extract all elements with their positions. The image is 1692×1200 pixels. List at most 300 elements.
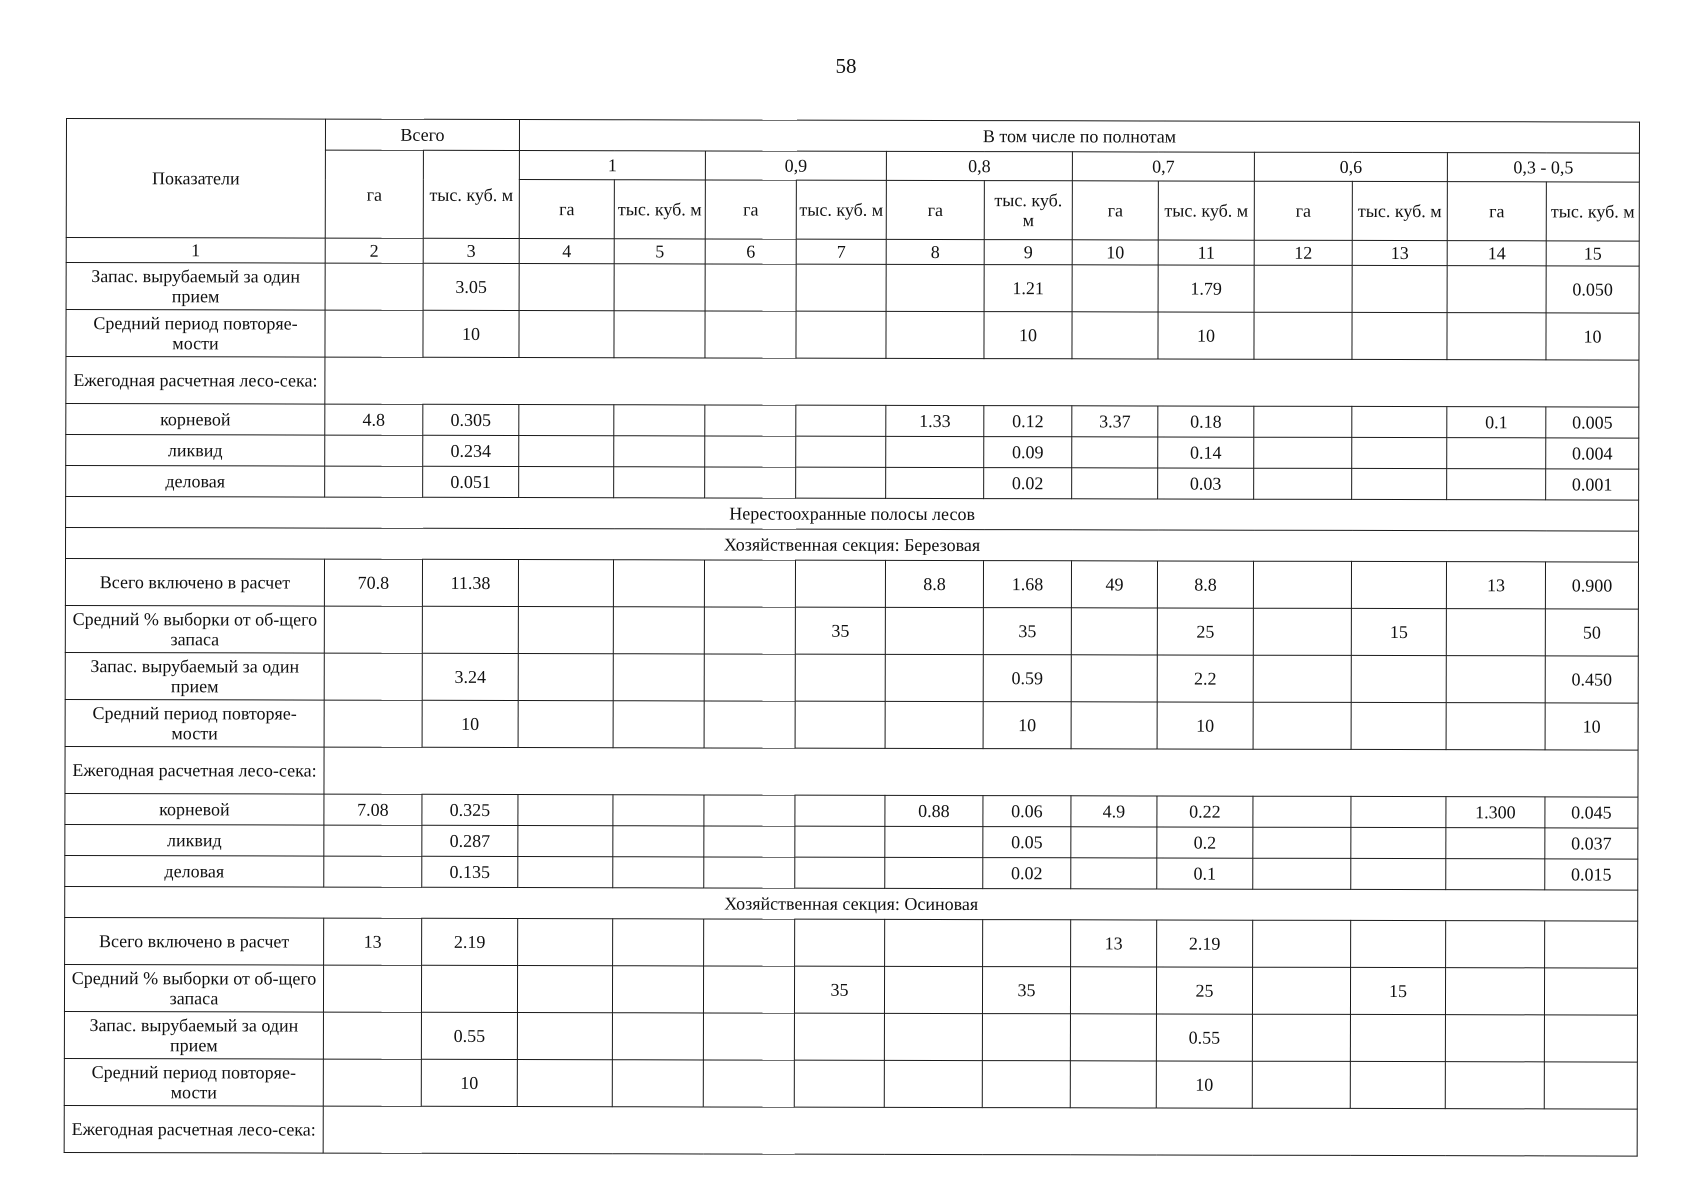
table-cell bbox=[518, 826, 613, 857]
row-label: деловая bbox=[65, 855, 324, 887]
table-cell bbox=[886, 467, 984, 498]
column-number: 12 bbox=[1254, 240, 1352, 265]
section-row bbox=[66, 528, 1639, 563]
table-cell: 0.005 bbox=[1546, 407, 1639, 438]
header-unit-cell: тыс. куб. м bbox=[1546, 182, 1639, 241]
table-cell: 11.38 bbox=[422, 559, 518, 606]
column-number: 5 bbox=[614, 239, 705, 264]
header-indicators: Показатели bbox=[66, 119, 325, 239]
empty-cell bbox=[323, 1106, 1637, 1156]
row-label: ликвид bbox=[65, 824, 324, 856]
table-cell bbox=[612, 1060, 703, 1107]
table-cell: 0.900 bbox=[1545, 562, 1638, 609]
table-cell bbox=[794, 1060, 884, 1107]
table-cell bbox=[796, 405, 886, 436]
header-unit-cell: тыс. куб. м bbox=[614, 180, 705, 239]
header-unit-cell: га bbox=[519, 180, 614, 239]
table-cell bbox=[795, 560, 885, 607]
table-cell bbox=[1447, 469, 1546, 500]
table-cell: 0.045 bbox=[1545, 797, 1638, 828]
table-cell bbox=[519, 311, 614, 358]
section-title: Хозяйственная секция: Березовая bbox=[66, 528, 1639, 563]
table-cell bbox=[612, 966, 703, 1013]
table-cell: 0.1 bbox=[1447, 407, 1546, 438]
column-number: 15 bbox=[1546, 241, 1639, 266]
table-cell bbox=[1446, 859, 1545, 890]
table-cell bbox=[519, 436, 614, 467]
table-row bbox=[64, 1058, 1637, 1109]
table-cell: 35 bbox=[794, 966, 884, 1013]
table-cell bbox=[795, 857, 885, 888]
table-cell: 13 bbox=[1071, 920, 1157, 967]
table-cell bbox=[794, 1013, 884, 1060]
table-cell bbox=[1352, 265, 1447, 312]
column-number: 7 bbox=[796, 239, 886, 264]
table-cell bbox=[795, 701, 885, 748]
table-cell: 15 bbox=[1351, 608, 1446, 655]
table-cell bbox=[1072, 437, 1158, 468]
table-cell: 25 bbox=[1157, 608, 1253, 655]
table-cell bbox=[886, 264, 984, 311]
table-cell bbox=[1253, 920, 1351, 967]
table-cell bbox=[885, 701, 983, 748]
header-density-0-7: 0,7 bbox=[1072, 152, 1254, 181]
table-cell: 0.037 bbox=[1545, 828, 1638, 859]
table-cell bbox=[1254, 406, 1352, 437]
table-cell bbox=[325, 310, 423, 357]
table-cell: 2.2 bbox=[1157, 655, 1253, 702]
table-cell bbox=[884, 1013, 982, 1060]
table-cell: 0.135 bbox=[422, 856, 518, 887]
table-cell bbox=[517, 1060, 612, 1107]
table-cell bbox=[705, 436, 796, 467]
table-cell: 35 bbox=[983, 608, 1071, 655]
table-row bbox=[66, 435, 1639, 470]
table-cell bbox=[796, 436, 886, 467]
table-row bbox=[65, 605, 1638, 656]
table-cell bbox=[704, 560, 795, 607]
table-cell bbox=[324, 856, 422, 887]
header-unit-cell: тыс. куб. м bbox=[1158, 181, 1254, 240]
table-cell: 0.450 bbox=[1545, 656, 1638, 703]
table-cell bbox=[324, 653, 422, 700]
header-unit-cell: тыс. куб. м bbox=[796, 180, 886, 239]
table-cell bbox=[1254, 265, 1352, 312]
table-cell bbox=[704, 701, 795, 748]
table-row bbox=[65, 793, 1638, 828]
table-cell bbox=[519, 467, 614, 498]
table-cell bbox=[612, 1013, 703, 1060]
table-cell: 13 bbox=[1446, 562, 1545, 609]
column-number: 4 bbox=[519, 239, 614, 264]
table-cell: 0.1 bbox=[1157, 858, 1253, 889]
table-cell bbox=[705, 467, 796, 498]
table-cell bbox=[1445, 1015, 1544, 1062]
table-cell: 0.325 bbox=[422, 794, 518, 825]
table-cell bbox=[1070, 1061, 1156, 1108]
column-number: 13 bbox=[1352, 240, 1447, 265]
table-row bbox=[64, 964, 1637, 1015]
table-cell: 0.55 bbox=[1156, 1014, 1252, 1061]
table-cell bbox=[1351, 702, 1446, 749]
table-cell bbox=[1352, 468, 1447, 499]
table-cell: 0.05 bbox=[983, 827, 1071, 858]
table-row bbox=[66, 404, 1639, 439]
row-label: Всего включено в расчет bbox=[65, 559, 324, 607]
table-cell bbox=[1072, 265, 1158, 312]
table-cell: 3.37 bbox=[1072, 406, 1158, 437]
row-label: Запас. вырубаемый за один прием bbox=[66, 263, 325, 311]
table-cell bbox=[422, 606, 518, 653]
table-cell: 10 bbox=[421, 1059, 517, 1106]
column-number: 2 bbox=[325, 238, 423, 263]
table-cell: 1.68 bbox=[983, 561, 1071, 608]
table-cell bbox=[1254, 468, 1352, 499]
table-cell bbox=[982, 1061, 1070, 1108]
table-cell bbox=[613, 701, 704, 748]
table-cell bbox=[613, 826, 704, 857]
table-cell bbox=[614, 436, 705, 467]
table-cell bbox=[704, 654, 795, 701]
table-cell bbox=[1350, 1061, 1445, 1108]
table-cell: 1.300 bbox=[1446, 797, 1545, 828]
header-density-0-9: 0,9 bbox=[705, 151, 886, 180]
column-number: 3 bbox=[423, 238, 519, 263]
table-cell bbox=[325, 263, 423, 310]
table-cell: 7.08 bbox=[324, 794, 422, 825]
table-cell: 0.55 bbox=[421, 1012, 517, 1059]
table-cell bbox=[325, 435, 423, 466]
header-unit-cell: га bbox=[1447, 182, 1546, 241]
table-cell: 0.14 bbox=[1158, 437, 1254, 468]
group-label-row bbox=[65, 746, 1638, 797]
row-label: Средний период повторяе-мости bbox=[66, 310, 325, 358]
table-cell bbox=[795, 795, 885, 826]
table-cell bbox=[885, 826, 983, 857]
table-cell: 8.8 bbox=[1157, 561, 1253, 608]
table-cell: 0.22 bbox=[1157, 796, 1253, 827]
table-cell bbox=[982, 1014, 1070, 1061]
table-cell bbox=[886, 311, 984, 358]
table-cell: 1.21 bbox=[984, 265, 1072, 312]
table-cell bbox=[1544, 1062, 1637, 1109]
table-cell: 0.004 bbox=[1546, 438, 1639, 469]
table-cell bbox=[704, 826, 795, 857]
table-cell bbox=[1350, 1014, 1445, 1061]
table-cell: 10 bbox=[1545, 703, 1638, 750]
table-cell: 0.2 bbox=[1157, 827, 1253, 858]
table-cell bbox=[1352, 437, 1447, 468]
table-cell bbox=[1445, 968, 1544, 1015]
table-cell bbox=[518, 919, 613, 966]
row-label: корневой bbox=[66, 404, 325, 436]
table-cell bbox=[324, 700, 422, 747]
table-cell bbox=[796, 467, 886, 498]
table-cell bbox=[1545, 921, 1638, 968]
table-cell bbox=[1070, 967, 1156, 1014]
table-row bbox=[64, 1011, 1637, 1062]
table-cell: 0.88 bbox=[885, 795, 983, 826]
row-label: Ежегодная расчетная лесо-сека: bbox=[65, 746, 324, 794]
table-cell bbox=[614, 467, 705, 498]
row-label: деловая bbox=[66, 466, 325, 498]
table-cell: 10 bbox=[984, 312, 1072, 359]
table-cell: 0.015 bbox=[1545, 859, 1638, 890]
table-cell: 0.09 bbox=[984, 437, 1072, 468]
table-cell bbox=[704, 795, 795, 826]
table-cell: 70.8 bbox=[324, 559, 422, 606]
table-cell bbox=[613, 795, 704, 826]
table-cell: 10 bbox=[1156, 1061, 1252, 1108]
row-label: Всего включено в расчет bbox=[65, 917, 324, 965]
table-row bbox=[66, 466, 1639, 501]
table-cell bbox=[1072, 468, 1158, 499]
header-unit-cell: га bbox=[1254, 181, 1352, 240]
table-cell: 49 bbox=[1071, 561, 1157, 608]
table-cell: 10 bbox=[1157, 702, 1253, 749]
table-cell: 25 bbox=[1156, 967, 1252, 1014]
table-cell: 2.19 bbox=[422, 918, 518, 965]
row-label: Запас. вырубаемый за один прием bbox=[65, 652, 324, 700]
table-cell: 10 bbox=[983, 702, 1071, 749]
table-cell bbox=[323, 965, 421, 1012]
table-cell bbox=[518, 560, 613, 607]
table-cell bbox=[1252, 1014, 1350, 1061]
table-cell: 0.18 bbox=[1158, 406, 1254, 437]
table-cell bbox=[703, 1013, 794, 1060]
table-cell bbox=[1254, 437, 1352, 468]
header-total-ha: га bbox=[325, 150, 423, 238]
column-number: 14 bbox=[1447, 241, 1546, 266]
column-number: 1 bbox=[66, 238, 325, 264]
table-cell bbox=[517, 966, 612, 1013]
table-cell bbox=[421, 965, 517, 1012]
table-cell bbox=[1253, 561, 1351, 608]
table-cell bbox=[1447, 266, 1546, 313]
table-cell bbox=[1253, 655, 1351, 702]
table-cell: 10 bbox=[1158, 312, 1254, 359]
table-row bbox=[66, 263, 1639, 314]
header-unit-cell: га bbox=[886, 180, 984, 239]
row-label: Средний % выборки от об-щего запаса bbox=[64, 964, 323, 1012]
table-cell: 0.305 bbox=[423, 404, 519, 435]
row-label: Средний период повторяе-мости bbox=[65, 699, 324, 747]
table-cell: 8.8 bbox=[885, 560, 983, 607]
table-cell bbox=[885, 607, 983, 654]
table-cell bbox=[519, 264, 614, 311]
table-cell: 35 bbox=[982, 967, 1070, 1014]
table-cell: 0.001 bbox=[1546, 469, 1639, 500]
table-cell bbox=[614, 405, 705, 436]
table-cell: 15 bbox=[1350, 967, 1445, 1014]
table-row bbox=[65, 855, 1638, 890]
table-cell bbox=[1446, 921, 1545, 968]
table-container bbox=[64, 118, 1640, 1157]
table-cell: 3.05 bbox=[423, 263, 519, 310]
row-label: ликвид bbox=[66, 435, 325, 467]
table-cell bbox=[613, 607, 704, 654]
row-label: корневой bbox=[65, 793, 324, 825]
table-cell bbox=[519, 405, 614, 436]
empty-cell bbox=[325, 357, 1639, 407]
table-cell: 4.9 bbox=[1071, 796, 1157, 827]
table-cell: 0.02 bbox=[984, 468, 1072, 499]
table-cell bbox=[1446, 656, 1545, 703]
table-cell bbox=[1253, 858, 1351, 889]
header-by-density: В том числе по полнотам bbox=[519, 120, 1639, 154]
table-cell bbox=[517, 1013, 612, 1060]
header-total: Всего bbox=[325, 119, 519, 150]
table-cell bbox=[884, 1060, 982, 1107]
table-cell: 0.06 bbox=[983, 796, 1071, 827]
table-cell: 0.234 bbox=[423, 435, 519, 466]
row-label: Средний % выборки от об-щего запаса bbox=[65, 605, 324, 653]
table-cell bbox=[518, 701, 613, 748]
table-cell bbox=[885, 919, 983, 966]
table-cell bbox=[1445, 1062, 1544, 1109]
table-cell bbox=[705, 405, 796, 436]
table-cell: 0.12 bbox=[984, 406, 1072, 437]
table-cell bbox=[1253, 702, 1351, 749]
table-row bbox=[65, 824, 1638, 859]
row-label: Ежегодная расчетная лесо-сека: bbox=[64, 1105, 323, 1153]
table-cell: 0.051 bbox=[423, 466, 519, 497]
table-cell: 0.02 bbox=[983, 858, 1071, 889]
header-density-0-3-0-5: 0,3 - 0,5 bbox=[1447, 153, 1639, 182]
table-cell bbox=[983, 920, 1071, 967]
table-cell bbox=[518, 607, 613, 654]
table-cell bbox=[1447, 313, 1546, 360]
table-cell bbox=[1253, 796, 1351, 827]
table-row bbox=[65, 699, 1638, 750]
row-label: Средний период повторяе-мости bbox=[64, 1058, 323, 1106]
header-density-1: 1 bbox=[519, 151, 705, 180]
table-cell bbox=[1071, 608, 1157, 655]
column-number: 11 bbox=[1158, 240, 1254, 265]
table-cell bbox=[1071, 827, 1157, 858]
group-label-row bbox=[66, 357, 1639, 408]
column-number: 10 bbox=[1072, 240, 1158, 265]
forest-felling-table bbox=[64, 118, 1640, 1157]
page-number: 58 bbox=[835, 54, 857, 78]
table-cell bbox=[1351, 827, 1446, 858]
table-cell bbox=[1352, 406, 1447, 437]
table-cell bbox=[613, 919, 704, 966]
table-cell bbox=[705, 264, 796, 311]
table-cell bbox=[1351, 796, 1446, 827]
header-density-0-8: 0,8 bbox=[886, 151, 1072, 180]
table-row bbox=[65, 917, 1638, 968]
table-cell: 10 bbox=[1546, 313, 1639, 360]
table-cell bbox=[704, 607, 795, 654]
table-cell bbox=[1253, 608, 1351, 655]
header-total-volume: тыс. куб. м bbox=[423, 150, 519, 238]
table-cell bbox=[703, 966, 794, 1013]
table-cell bbox=[1070, 1014, 1156, 1061]
table-cell: 13 bbox=[324, 918, 422, 965]
empty-cell bbox=[324, 747, 1638, 797]
header-unit-cell: тыс. куб. м bbox=[984, 181, 1072, 240]
column-number: 6 bbox=[705, 239, 796, 264]
table-cell bbox=[885, 654, 983, 701]
table-cell bbox=[884, 966, 982, 1013]
table-cell bbox=[885, 857, 983, 888]
table-cell bbox=[324, 825, 422, 856]
table-cell: 0.287 bbox=[422, 825, 518, 856]
table-cell bbox=[704, 857, 795, 888]
table-cell bbox=[1351, 655, 1446, 702]
table-cell: 0.050 bbox=[1546, 266, 1639, 313]
table-cell bbox=[1544, 968, 1637, 1015]
table-cell bbox=[705, 311, 796, 358]
table-cell bbox=[796, 311, 886, 358]
table-cell: 2.19 bbox=[1157, 920, 1253, 967]
table-cell: 1.79 bbox=[1158, 265, 1254, 312]
table-cell bbox=[886, 436, 984, 467]
table-cell bbox=[795, 919, 885, 966]
table-cell bbox=[613, 654, 704, 701]
table-cell bbox=[613, 857, 704, 888]
table-cell bbox=[1071, 702, 1157, 749]
table-cell: 0.59 bbox=[983, 655, 1071, 702]
section-title: Хозяйственная секция: Осиновая bbox=[65, 886, 1638, 921]
table-cell bbox=[323, 1012, 421, 1059]
column-number: 9 bbox=[984, 240, 1072, 265]
table-cell bbox=[1072, 312, 1158, 359]
table-cell bbox=[795, 826, 885, 857]
table-cell bbox=[1071, 858, 1157, 889]
header-unit-cell: га bbox=[705, 180, 796, 239]
table-cell bbox=[614, 264, 705, 311]
table-cell bbox=[1446, 609, 1545, 656]
header-density-0-6: 0,6 bbox=[1254, 152, 1447, 181]
table-row bbox=[65, 559, 1638, 610]
table-cell bbox=[1252, 1061, 1350, 1108]
table-cell bbox=[796, 264, 886, 311]
table-cell bbox=[1071, 655, 1157, 702]
table-row bbox=[65, 652, 1638, 703]
header-unit-cell: тыс. куб. м bbox=[1352, 181, 1447, 240]
table-cell bbox=[1544, 1015, 1637, 1062]
table-cell bbox=[704, 919, 795, 966]
table-cell: 50 bbox=[1545, 609, 1638, 656]
table-cell: 35 bbox=[795, 607, 885, 654]
column-number: 8 bbox=[886, 239, 984, 264]
section-row bbox=[65, 886, 1638, 921]
table-cell: 3.24 bbox=[422, 653, 518, 700]
section-row bbox=[66, 497, 1639, 532]
table-cell bbox=[1351, 858, 1446, 889]
table-cell bbox=[703, 1060, 794, 1107]
group-label-row bbox=[64, 1105, 1637, 1156]
row-label: Запас. вырубаемый за один прием bbox=[64, 1011, 323, 1059]
table-cell: 4.8 bbox=[325, 404, 423, 435]
table-cell bbox=[1252, 967, 1350, 1014]
table-cell bbox=[1351, 920, 1446, 967]
table-cell bbox=[1447, 438, 1546, 469]
table-cell bbox=[518, 654, 613, 701]
table-cell bbox=[518, 857, 613, 888]
header-unit-cell: га bbox=[1072, 181, 1158, 240]
table-cell bbox=[1253, 827, 1351, 858]
section-title: Нерестоохранные полосы лесов bbox=[66, 497, 1639, 532]
table-cell: 1.33 bbox=[886, 405, 984, 436]
table-cell bbox=[1351, 561, 1446, 608]
table-cell bbox=[324, 606, 422, 653]
table-cell bbox=[613, 560, 704, 607]
table-cell bbox=[323, 1059, 421, 1106]
table-cell bbox=[325, 466, 423, 497]
